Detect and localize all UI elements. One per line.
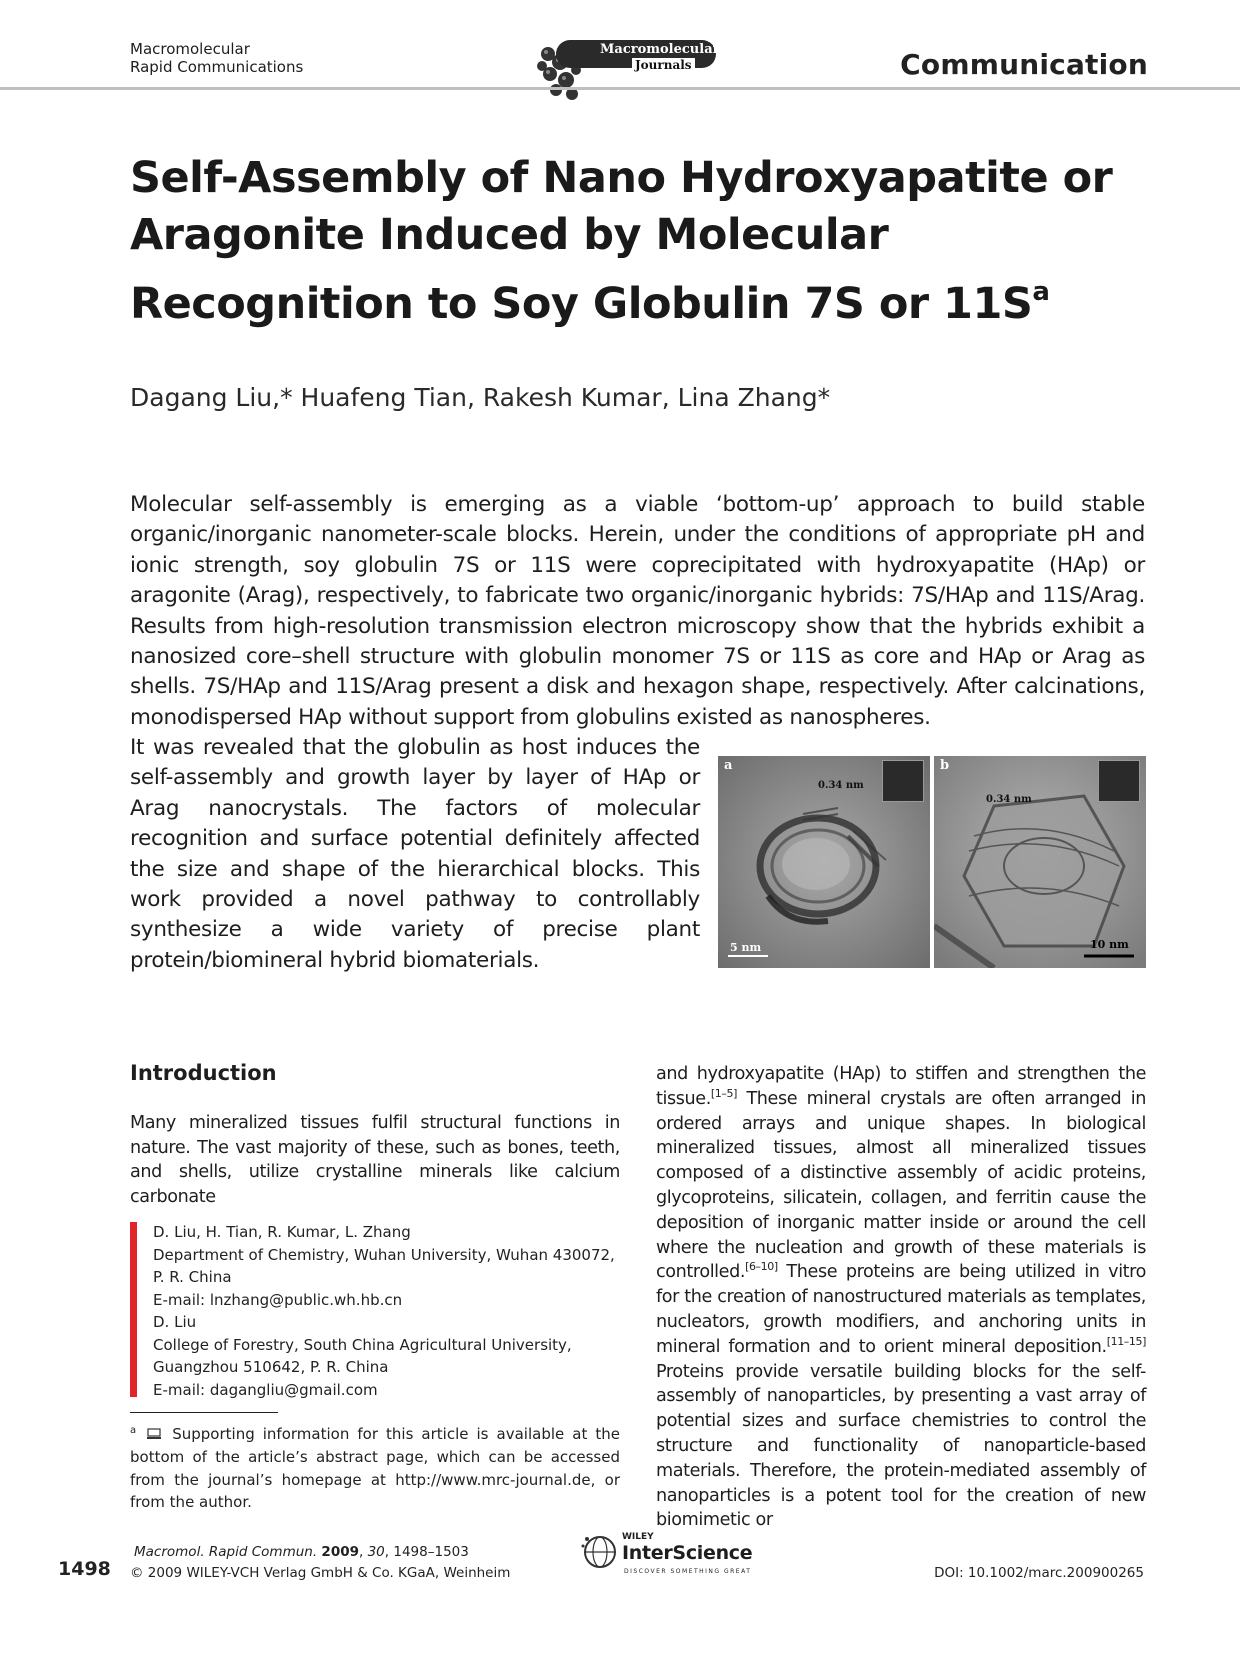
footnote-mark: a: [130, 1425, 137, 1436]
intro-text-2: These mineral crystals are often arranged in ordered arrays and unique shapes. In biological mineralized tissues, almost all mineralized tissues composed of a distinctive assembly of acidic proteins, glycoproteins, silicatein, collagen, and ferritin cause the deposition of inorganic matter inside or around the cell where the nucleation and growth of these materials is controlled.: [656, 1088, 1146, 1283]
affiliation-email[interactable]: E-mail: lnzhang@public.wh.hb.cn: [153, 1290, 403, 1309]
logo-text-line1: Macromolecular: [600, 42, 720, 57]
interscience-tagline: DISCOVER SOMETHING GREAT: [624, 1568, 752, 1575]
supporting-info-footnote: [130, 1420, 620, 1514]
logo-pill: [556, 40, 720, 72]
affiliation-email[interactable]: E-mail: dagangliu@gmail.com: [153, 1380, 378, 1399]
citation-pages: 1498–1503: [393, 1544, 469, 1560]
introduction-right-column: [656, 1062, 1146, 1533]
globe-icon: [580, 1532, 620, 1572]
author-list: Dagang Liu,* Huafeng Tian, Rakesh Kumar, Lina Zhang*: [130, 383, 831, 412]
affiliation-line: College of Forestry, South China Agricultural University,: [153, 1335, 572, 1354]
abstract-text: Molecular self-assembly is emerging as a viable ‘bottom-up’ approach to build stable organic/inorganic nanometer-scale blocks. Herein, under the conditions of appropriate pH and ionic strength, soy globulin 7S or 11S were coprecipitated with hydroxyapatite (HAp) or aragonite (Arag), respectively, to fabricate two organic/inorganic hybrids: 7S/HAp and 11S/Arag. Results from high-resolution transmission electron microscopy show that the hybrids exhibit a nanosized core–shell structure with globulin monomer 7S or 11S as core and HAp or Arag as shells. 7S/HAp and 11S/Arag present a disk and hexagon shape, respectively. After calcinations, monodispersed HAp without support from globulins existed as nanospheres.: [130, 492, 1145, 730]
journal-name-line2: Rapid Communications: [130, 58, 304, 76]
panel-a-measurement: 0.34 nm: [818, 780, 864, 791]
citation-ref-1[interactable]: [1–5]: [710, 1086, 737, 1100]
panel-a-scale-bar: 5 nm: [730, 941, 762, 954]
affiliation-accent-bar: [130, 1222, 137, 1397]
panel-b-scale-bar: 10 nm: [1090, 938, 1129, 951]
panel-b-measurement: 0.34 nm: [986, 794, 1032, 805]
affiliation-line: Guangzhou 510642, P. R. China: [153, 1358, 389, 1376]
tem-panel-a: [718, 756, 930, 968]
affiliation-line: D. Liu, H. Tian, R. Kumar, L. Zhang: [153, 1223, 411, 1241]
header-rule: [0, 87, 1240, 90]
intro-text-4: Proteins provide versatile building blocks for the self-assembly of nanoparticles, by presenting a vast array of potential sizes and surface chemistries to control the structure and functionality of nanoparticle-based materials. Therefore, the protein-mediated assembly of nanoparticles is a potent tool for the creation of new biomimetic or: [656, 1361, 1146, 1531]
wiley-interscience-logo: [580, 1530, 770, 1590]
citation-volume: 30: [367, 1544, 385, 1560]
intro-text-1: and hydroxyapatite (HAp) to stiffen and strengthen the tissue.: [656, 1064, 1146, 1109]
panel-a-label: a: [724, 758, 733, 773]
macromolecular-journals-logo: [528, 24, 718, 104]
intro-text-3: These proteins are being utilized in vitro for the creation of nanostructured materials as templates, nucleators, growth modifiers, and anchoring units in mineral formation and to orient mineral deposition.: [656, 1262, 1146, 1357]
abstract-text-continued: It was revealed that the globulin as host induces the self-assembly and growth layer by layer of HAp or Arag nanocrystals. The factors of molecular recognition and surface potential definitely affected the size and shape of the hierarchical blocks. This work provided a novel pathway to controllably synthesize a wide variety of precise plant protein/biomineral hybrid biomaterials.: [130, 735, 700, 973]
citation-line: Macromol. Rapid Commun. 2009, 30, 1498–1503: [134, 1544, 469, 1560]
interscience-brand: InterScience: [622, 1542, 753, 1564]
section-label: Communication: [900, 48, 1148, 81]
title-footnote-mark: a: [1032, 277, 1050, 307]
fft-inset-b: [1098, 760, 1140, 802]
graphical-abstract-figure: [718, 756, 1146, 968]
affiliation-line: D. Liu: [153, 1313, 197, 1331]
citation-journal: Macromol. Rapid Commun.: [134, 1544, 318, 1560]
introduction-left-column: Many mineralized tissues fulfil structural functions in nature. The vast majority of these, such as bones, teeth, and shells, utilize crystalline minerals like calcium carbonate: [130, 1113, 620, 1208]
logo-text-line2: Journals: [632, 58, 695, 72]
wiley-small-text: WILEY: [622, 1532, 654, 1542]
doi-line[interactable]: DOI: 10.1002/marc.200900265: [934, 1565, 1144, 1581]
affiliation-line: P. R. China: [153, 1268, 232, 1286]
copyright-line: © 2009 WILEY-VCH Verlag GmbH & Co. KGaA, Weinheim: [130, 1565, 511, 1581]
affiliation-block: [153, 1221, 623, 1401]
journal-name: [130, 40, 303, 76]
journal-name-line1: Macromolecular: [130, 40, 250, 58]
panel-b-label: b: [940, 758, 950, 773]
footnote-rule: [130, 1412, 278, 1413]
page-number: 1498: [58, 1558, 111, 1580]
citation-ref-3[interactable]: [11–15]: [1106, 1334, 1146, 1348]
affiliation-line: Department of Chemistry, Wuhan University, Wuhan 430072,: [153, 1245, 615, 1264]
introduction-heading: Introduction: [130, 1061, 277, 1085]
citation-ref-2[interactable]: [6–10]: [745, 1260, 778, 1274]
fft-inset-a: [882, 760, 924, 802]
article-title: [130, 150, 1130, 333]
footnote-text: Supporting information for this article is available at the bottom of the article’s abstract page, which can be accessed from the journal’s homepage at http://www.mrc-journal.de, or from the author.: [130, 1425, 620, 1512]
article-title-text: Self-Assembly of Nano Hydroxyapatite or Aragonite Induced by Molecular Recognition to Soy Globulin 7S or 11S: [130, 153, 1113, 329]
computer-icon: [147, 1428, 161, 1440]
tem-panel-b: [934, 756, 1146, 968]
citation-year: 2009: [321, 1544, 359, 1560]
